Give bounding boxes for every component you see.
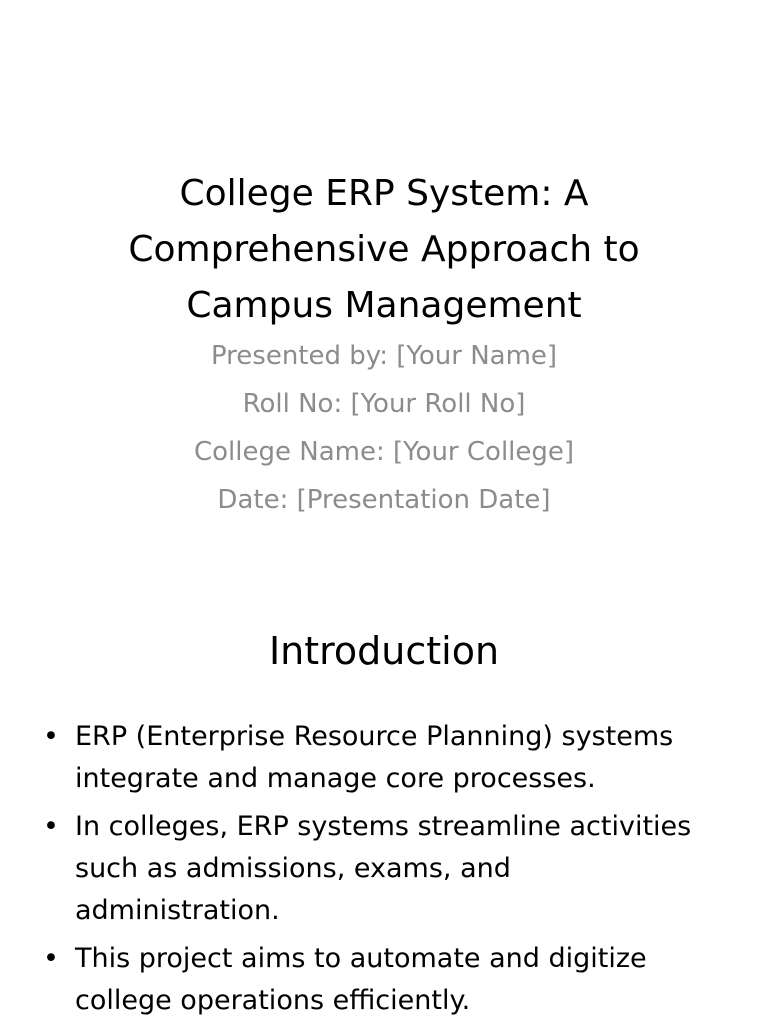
bullet-text: In colleges, ERP systems streamline activities such as admissions, exams, and administration.	[75, 811, 692, 926]
bullet-icon: •	[43, 811, 59, 842]
bullet-text: ERP (Enterprise Resource Planning) systems integrate and manage core processes.	[75, 721, 674, 794]
college-name: College Name: [Your College]	[193, 437, 575, 467]
presentation-date: Date: [Presentation Date]	[217, 485, 551, 515]
title-line: Comprehensive Approach to	[128, 229, 640, 270]
title-line: Campus Management	[186, 285, 582, 326]
presenter-name: Presented by: [Your Name]	[210, 341, 558, 371]
list-item	[40, 938, 720, 1022]
roll-number: Roll No: [Your Roll No]	[242, 389, 526, 419]
slide-title	[90, 166, 678, 334]
section-heading: Introduction	[268, 629, 500, 673]
bullet-icon: •	[43, 721, 59, 752]
list-item	[40, 716, 720, 800]
bullet-text: This project aims to automate and digitize college operations efficiently.	[75, 943, 647, 1016]
title-line: College ERP System: A	[179, 173, 589, 214]
presenter-details	[90, 332, 678, 524]
list-item	[40, 806, 720, 932]
bullet-icon: •	[43, 943, 59, 974]
bullet-list	[40, 716, 720, 1028]
